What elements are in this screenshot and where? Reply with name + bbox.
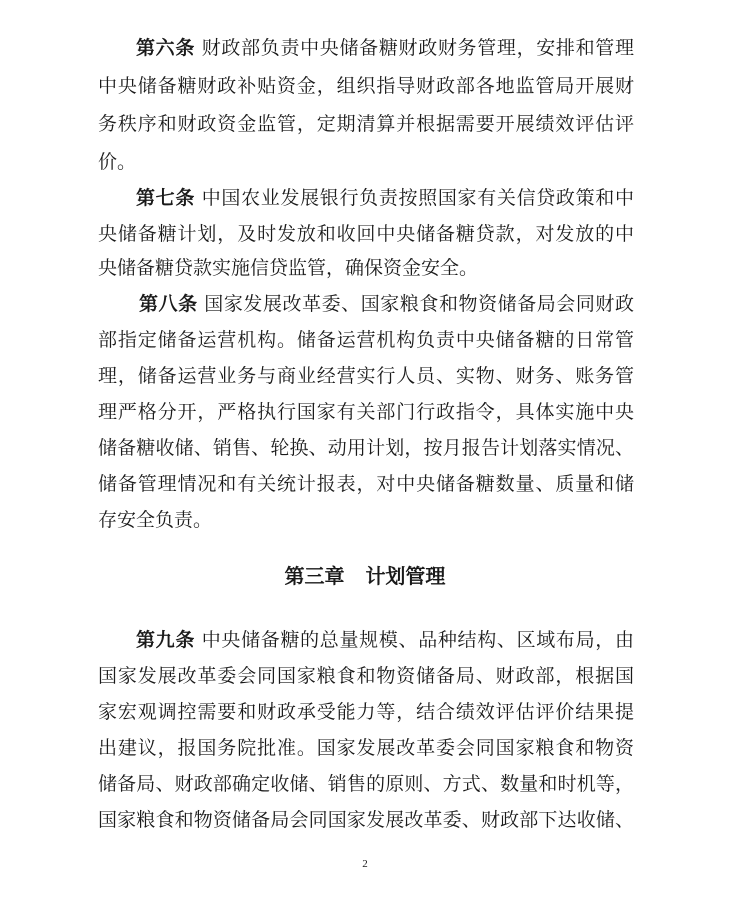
article-8-line-3: 理，储备运营业务与商业经营实行人员、实物、财务、账务管 — [98, 365, 634, 387]
article-8-line-2: 部指定储备运营机构。储备运营机构负责中央储备糖的日常管 — [98, 329, 634, 351]
article-7-text-1: 中国农业发展银行负责按照国家有关信贷政策和中 — [201, 187, 634, 209]
article-6-text-1: 财政部负责中央储备糖财政财务管理，安排和管理 — [201, 37, 634, 59]
article-8-line-1 — [139, 286, 634, 322]
article-8-text-1: 国家发展改革委、国家粮食和物资储备局会同财政 — [204, 293, 634, 315]
article-6-line-1 — [136, 30, 634, 66]
article-8-line-5: 储备糖收储、销售、轮换、动用计划，按月报告计划落实情况、 — [98, 437, 634, 459]
article-6-line-4: 价。 — [98, 151, 137, 173]
article-7-line-3: 央储备糖贷款实施信贷监管，确保资金安全。 — [98, 257, 479, 279]
article-9-number: 第九条 — [136, 629, 196, 651]
article-9-text-1: 中央储备糖的总量规模、品种结构、区域布局，由 — [201, 629, 634, 651]
article-7-line-2: 央储备糖计划，及时发放和收回中央储备糖贷款，对发放的中 — [98, 223, 634, 245]
article-8-line-7: 存安全负责。 — [98, 509, 213, 531]
article-8-line-4: 理严格分开，严格执行国家有关部门行政指令，具体实施中央 — [98, 401, 634, 423]
article-6-number: 第六条 — [136, 37, 196, 59]
article-9-line-6: 国家粮食和物资储备局会同国家发展改革委、财政部下达收储、 — [98, 809, 634, 831]
chapter-number: 第三章 — [284, 564, 345, 588]
article-7-line-1 — [136, 180, 634, 216]
article-9-line-2: 国家发展改革委会同国家粮食和物资储备局、财政部，根据国 — [98, 665, 634, 687]
article-9-line-1 — [136, 622, 634, 658]
article-6-line-2: 中央储备糖财政补贴资金，组织指导财政部各地监管局开展财 — [98, 75, 634, 97]
article-8-line-6: 储备管理情况和有关统计报表，对中央储备糖数量、质量和储 — [98, 473, 634, 495]
article-9-line-4: 出建议，报国务院批准。国家发展改革委会同国家粮食和物资 — [98, 737, 634, 759]
chapter-title: 计划管理 — [365, 564, 446, 588]
chapter-heading — [0, 558, 730, 594]
article-7-number: 第七条 — [136, 187, 196, 209]
page-number: 2 — [362, 858, 368, 870]
article-9-line-3: 家宏观调控需要和财政承受能力等，结合绩效评估评价结果提 — [98, 701, 634, 723]
article-8-number: 第八条 — [139, 293, 198, 315]
article-6-line-3: 务秩序和财政资金监管，定期清算并根据需要开展绩效评估评 — [98, 113, 634, 135]
article-9-line-5: 储备局、财政部确定收储、销售的原则、方式、数量和时机等， — [98, 773, 634, 795]
